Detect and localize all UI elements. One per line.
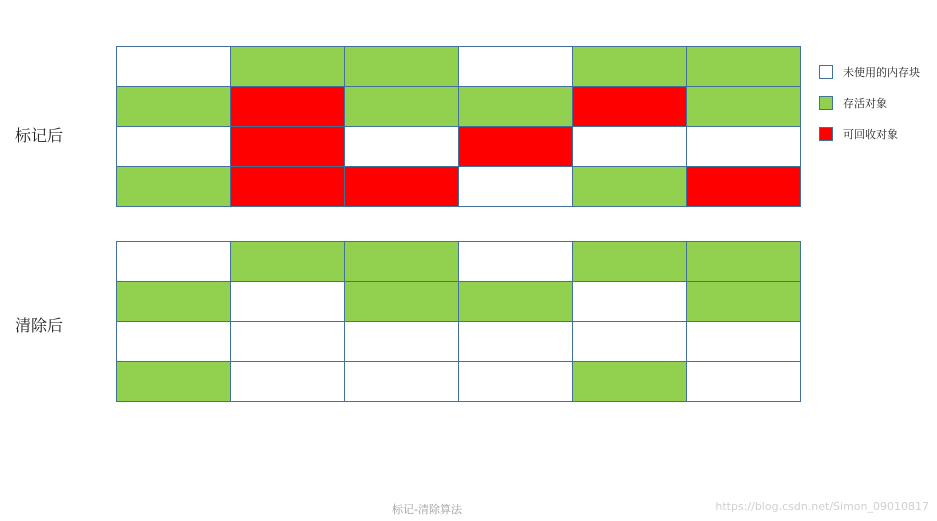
legend [819, 64, 920, 157]
memory-block-unused [345, 362, 459, 402]
memory-block-alive [573, 47, 687, 87]
memory-block-unused [117, 322, 231, 362]
memory-block-alive [231, 242, 345, 282]
memory-block-unused [573, 322, 687, 362]
memory-block-alive [117, 167, 231, 207]
memory-block-unused [459, 242, 573, 282]
memory-block-reclaimable [687, 167, 801, 207]
legend-label-alive: 存活对象 [843, 97, 887, 110]
memory-block-reclaimable [231, 127, 345, 167]
row-label-before: 标记后 [15, 126, 64, 145]
caption: 标记-清除算法 [392, 503, 462, 516]
memory-block-reclaimable [345, 167, 459, 207]
memory-grid-after [116, 241, 801, 402]
memory-block-reclaimable [573, 87, 687, 127]
memory-block-unused [231, 282, 345, 322]
memory-block-alive [573, 242, 687, 282]
legend-item-unused [819, 64, 920, 80]
memory-block-alive [459, 87, 573, 127]
memory-grid-before [116, 46, 801, 207]
legend-label-reclaimable: 可回收对象 [843, 128, 898, 141]
memory-block-alive [573, 167, 687, 207]
memory-block-unused [573, 282, 687, 322]
memory-block-unused [459, 362, 573, 402]
row-label-after: 清除后 [15, 316, 64, 335]
memory-block-unused [459, 167, 573, 207]
memory-block-unused [117, 127, 231, 167]
memory-block-reclaimable [231, 87, 345, 127]
memory-block-alive [345, 242, 459, 282]
watermark: https://blog.csdn.net/Simon_09010817 [715, 500, 929, 513]
memory-block-alive [687, 47, 801, 87]
memory-block-unused [345, 127, 459, 167]
memory-block-reclaimable [459, 127, 573, 167]
memory-block-alive [687, 282, 801, 322]
memory-block-unused [459, 47, 573, 87]
memory-block-reclaimable [231, 167, 345, 207]
legend-swatch-reclaimable [819, 127, 833, 141]
memory-block-unused [231, 322, 345, 362]
memory-block-unused [573, 127, 687, 167]
memory-block-alive [117, 282, 231, 322]
memory-block-alive [345, 47, 459, 87]
memory-block-unused [687, 322, 801, 362]
legend-item-alive [819, 95, 920, 111]
memory-block-alive [345, 282, 459, 322]
legend-label-unused: 未使用的内存块 [843, 66, 920, 79]
memory-block-unused [231, 362, 345, 402]
memory-block-unused [117, 242, 231, 282]
memory-block-alive [231, 47, 345, 87]
memory-block-alive [687, 242, 801, 282]
memory-block-unused [345, 322, 459, 362]
memory-block-unused [687, 362, 801, 402]
memory-block-unused [459, 322, 573, 362]
legend-swatch-alive [819, 96, 833, 110]
legend-swatch-unused [819, 65, 833, 79]
memory-block-alive [459, 282, 573, 322]
memory-block-unused [117, 47, 231, 87]
memory-block-alive [345, 87, 459, 127]
memory-block-unused [687, 127, 801, 167]
memory-block-alive [687, 87, 801, 127]
memory-block-alive [573, 362, 687, 402]
memory-block-alive [117, 362, 231, 402]
legend-item-reclaimable [819, 126, 920, 142]
memory-block-alive [117, 87, 231, 127]
